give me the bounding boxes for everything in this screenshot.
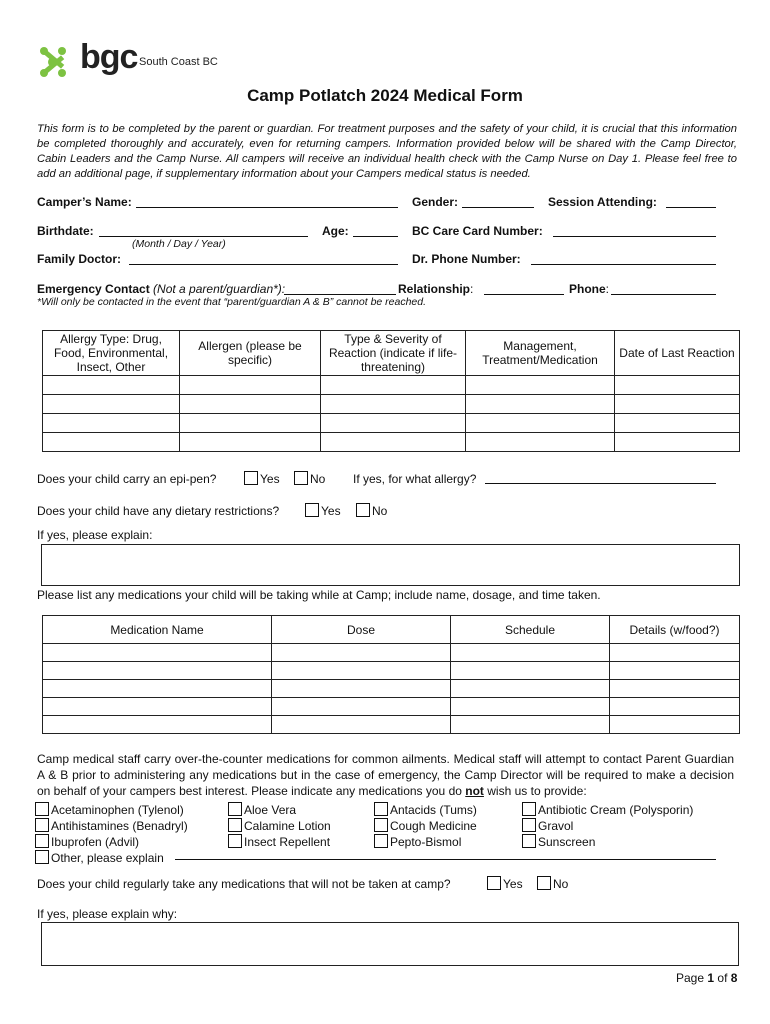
table-row bbox=[43, 395, 740, 414]
otc-option[interactable] bbox=[35, 818, 188, 834]
otc-option[interactable] bbox=[522, 834, 693, 850]
otc-label: Sunscreen bbox=[538, 835, 596, 849]
table-cell[interactable] bbox=[451, 698, 610, 716]
table-cell[interactable] bbox=[610, 698, 740, 716]
otc-option[interactable] bbox=[374, 834, 477, 850]
allergy-header-type: Allergy Type: Drug, Food, Environmental, Insect, Other bbox=[43, 331, 180, 376]
dietary-yes-option[interactable] bbox=[305, 503, 341, 518]
table-cell[interactable] bbox=[272, 644, 451, 662]
otc-checkbox[interactable] bbox=[35, 802, 49, 816]
dietary-no-label: No bbox=[372, 504, 388, 518]
table-cell[interactable] bbox=[43, 644, 272, 662]
otc-label: Calamine Lotion bbox=[244, 819, 331, 833]
table-cell[interactable] bbox=[43, 395, 180, 414]
allergy-header-severity: Type & Severity of Reaction (indicate if life-threatening) bbox=[321, 331, 466, 376]
allergy-header-date: Date of Last Reaction bbox=[615, 331, 740, 376]
med-header-details: Details (w/food?) bbox=[610, 616, 740, 644]
family-doctor-label: Family Doctor: bbox=[37, 252, 122, 266]
dietary-yes-label: Yes bbox=[321, 504, 341, 518]
otc-checkbox[interactable] bbox=[35, 818, 49, 832]
dietary-question: Does your child have any dietary restrictions? bbox=[37, 504, 280, 518]
table-cell[interactable] bbox=[451, 680, 610, 698]
epipen-no-option[interactable] bbox=[294, 471, 325, 486]
otc-paragraph bbox=[37, 751, 734, 799]
table-cell[interactable] bbox=[180, 414, 321, 433]
table-cell[interactable] bbox=[272, 680, 451, 698]
otc-label: Aloe Vera bbox=[244, 803, 297, 817]
otc-label: Cough Medicine bbox=[390, 819, 477, 833]
table-cell[interactable] bbox=[272, 716, 451, 734]
org-region: South Coast BC bbox=[139, 56, 218, 68]
relationship-colon: : bbox=[470, 282, 474, 296]
birthdate-label: Birthdate: bbox=[37, 224, 94, 238]
table-cell[interactable] bbox=[451, 716, 610, 734]
table-row bbox=[43, 716, 740, 734]
otc-checkbox[interactable] bbox=[522, 802, 536, 816]
otc-checkbox[interactable] bbox=[522, 818, 536, 832]
intro-text: This form is to be completed by the parent or guardian. For treatment purposes and the safety of your child, it is crucial that this information be completed thoroughly and accurately, even for returning campers. Information provided below will be shared with the Camp Director, Cabin Leaders and the Camp Nurse. All campers will receive an individual health check with the Camp Nurse on Day 1. Please feel free to add an additional page, if supplementary information about your Campers medical status is needed. bbox=[37, 123, 737, 180]
page-title: Camp Potlatch 2024 Medical Form bbox=[247, 86, 523, 105]
dietary-no-checkbox[interactable] bbox=[356, 503, 370, 517]
epipen-yes-checkbox[interactable] bbox=[244, 471, 258, 485]
session-field[interactable] bbox=[666, 196, 716, 208]
camper-name-label bbox=[37, 195, 132, 209]
otc-option[interactable] bbox=[522, 818, 693, 834]
dietary-yes-checkbox[interactable] bbox=[305, 503, 319, 517]
table-cell[interactable] bbox=[466, 395, 615, 414]
otc-checkbox[interactable] bbox=[374, 802, 388, 816]
medications-table-header bbox=[43, 616, 740, 644]
page-number bbox=[676, 971, 737, 985]
table-cell[interactable] bbox=[43, 698, 272, 716]
allergy-table bbox=[42, 330, 740, 452]
otc-option[interactable] bbox=[228, 818, 331, 834]
table-cell[interactable] bbox=[43, 716, 272, 734]
epipen-yes-label: Yes bbox=[260, 472, 280, 486]
emergency-footnote: *Will only be contacted in the event that “parent/guardian A & B” cannot be reached. bbox=[37, 296, 427, 308]
dietary-no-option[interactable] bbox=[356, 503, 387, 518]
table-cell[interactable] bbox=[610, 680, 740, 698]
otc-option[interactable] bbox=[522, 802, 693, 818]
otc-label: Ibuprofen (Advil) bbox=[51, 835, 140, 849]
page-current: 1 bbox=[707, 971, 715, 985]
table-row bbox=[43, 414, 740, 433]
med-header-dose: Dose bbox=[272, 616, 451, 644]
dr-phone-field[interactable] bbox=[531, 253, 716, 265]
relationship-label bbox=[398, 282, 473, 296]
table-row bbox=[43, 680, 740, 698]
table-cell[interactable] bbox=[615, 433, 740, 452]
medications-prompt: Please list any medications your child will be taking while at Camp; include name, dosage, and time taken. bbox=[37, 588, 601, 602]
untaken-no-option[interactable] bbox=[537, 876, 568, 891]
otc-column-4 bbox=[522, 802, 693, 850]
camper-name-text: Camper’s Name: bbox=[37, 195, 132, 209]
otc-option[interactable] bbox=[228, 802, 331, 818]
untaken-yes-label: Yes bbox=[503, 877, 523, 891]
page-label: Page bbox=[676, 971, 705, 985]
otc-checkbox[interactable] bbox=[228, 802, 242, 816]
otc-option[interactable] bbox=[35, 834, 188, 850]
table-cell[interactable] bbox=[180, 395, 321, 414]
table-cell[interactable] bbox=[272, 698, 451, 716]
family-doctor-field[interactable] bbox=[129, 253, 398, 265]
otc-label: Antihistamines (Benadryl) bbox=[51, 819, 188, 833]
table-row bbox=[43, 644, 740, 662]
table-cell[interactable] bbox=[451, 662, 610, 680]
dietary-explain-box[interactable] bbox=[41, 544, 740, 586]
otc-checkbox[interactable] bbox=[374, 818, 388, 832]
logo-wordmark: bgc bbox=[80, 38, 138, 76]
page-of: of bbox=[717, 971, 728, 985]
otc-column-3 bbox=[374, 802, 477, 850]
gender-field[interactable] bbox=[462, 196, 534, 208]
birthdate-field[interactable] bbox=[99, 225, 308, 237]
otc-column-1 bbox=[35, 802, 188, 866]
table-row bbox=[43, 433, 740, 452]
untaken-no-checkbox[interactable] bbox=[537, 876, 551, 890]
otc-label: Pepto-Bismol bbox=[390, 835, 462, 849]
otc-label: Other, please explain bbox=[51, 851, 164, 865]
otc-label: Acetaminophen (Tylenol) bbox=[51, 803, 184, 817]
allergy-header-allergen: Allergen (please be specific) bbox=[180, 331, 321, 376]
bc-care-field[interactable] bbox=[553, 225, 716, 237]
table-row bbox=[43, 376, 740, 395]
table-cell[interactable] bbox=[610, 716, 740, 734]
untaken-no-label: No bbox=[553, 877, 569, 891]
otc-option[interactable] bbox=[374, 802, 477, 818]
otc-label: Antacids (Tums) bbox=[390, 803, 477, 817]
otc-checkbox[interactable] bbox=[35, 834, 49, 848]
table-cell[interactable] bbox=[610, 662, 740, 680]
table-cell[interactable] bbox=[466, 414, 615, 433]
otc-not-word: not bbox=[465, 784, 484, 798]
table-row bbox=[43, 698, 740, 716]
table-cell[interactable] bbox=[466, 376, 615, 395]
table-cell[interactable] bbox=[272, 662, 451, 680]
untaken-explain-label: If yes, please explain why: bbox=[37, 907, 178, 921]
otc-column-2 bbox=[228, 802, 331, 850]
table-cell[interactable] bbox=[321, 433, 466, 452]
otc-checkbox[interactable] bbox=[374, 834, 388, 848]
untaken-yes-option[interactable] bbox=[487, 876, 523, 891]
dietary-explain-label: If yes, please explain: bbox=[37, 528, 153, 542]
gender-label: Gender: bbox=[412, 195, 459, 209]
untaken-explain-box[interactable] bbox=[41, 922, 739, 966]
emergency-contact-field[interactable] bbox=[284, 283, 396, 295]
otc-label: Insect Repellent bbox=[244, 835, 331, 849]
relationship-text: Relationship bbox=[398, 282, 471, 296]
table-cell[interactable] bbox=[180, 376, 321, 395]
emergency-contact-text: Emergency Contact bbox=[37, 282, 150, 296]
med-header-name: Medication Name bbox=[43, 616, 272, 644]
untaken-meds-question: Does your child regularly take any medications that will not be taken at camp? bbox=[37, 877, 451, 891]
otc-option[interactable] bbox=[374, 818, 477, 834]
age-field[interactable] bbox=[353, 225, 398, 237]
otc-option[interactable] bbox=[35, 850, 188, 866]
session-label: Session Attending: bbox=[548, 195, 657, 209]
epipen-no-checkbox[interactable] bbox=[294, 471, 308, 485]
untaken-yes-checkbox[interactable] bbox=[487, 876, 501, 890]
table-cell[interactable] bbox=[466, 433, 615, 452]
dr-phone-label: Dr. Phone Number: bbox=[412, 252, 521, 266]
otc-checkbox[interactable] bbox=[228, 834, 242, 848]
otc-label: Gravol bbox=[538, 819, 574, 833]
table-cell[interactable] bbox=[43, 662, 272, 680]
epipen-no-label: No bbox=[310, 472, 326, 486]
allergy-table-header bbox=[43, 331, 740, 376]
page-total: 8 bbox=[730, 971, 738, 985]
table-cell[interactable] bbox=[321, 395, 466, 414]
table-cell[interactable] bbox=[615, 376, 740, 395]
table-cell[interactable] bbox=[43, 376, 180, 395]
table-row bbox=[43, 662, 740, 680]
camper-name-field[interactable] bbox=[136, 196, 398, 208]
relationship-field[interactable] bbox=[484, 283, 564, 295]
bgc-logo bbox=[36, 38, 236, 82]
phone-colon: : bbox=[605, 282, 610, 296]
otc-label: Antibiotic Cream (Polysporin) bbox=[538, 803, 694, 817]
otc-checkbox[interactable] bbox=[228, 818, 242, 832]
phone-text: Phone bbox=[569, 282, 606, 296]
table-cell[interactable] bbox=[321, 414, 466, 433]
table-cell[interactable] bbox=[43, 680, 272, 698]
otc-option[interactable] bbox=[35, 802, 188, 818]
emergency-phone-field[interactable] bbox=[611, 283, 716, 295]
epipen-allergy-field[interactable] bbox=[485, 472, 716, 484]
epipen-yes-option[interactable] bbox=[244, 471, 280, 486]
table-cell[interactable] bbox=[615, 395, 740, 414]
phone-label bbox=[569, 282, 609, 296]
epipen-question: Does your child carry an epi-pen? bbox=[37, 472, 217, 486]
age-label: Age: bbox=[322, 224, 349, 238]
emergency-contact-label bbox=[37, 282, 285, 296]
birthdate-hint: (Month / Day / Year) bbox=[132, 238, 226, 250]
medications-table bbox=[42, 615, 740, 734]
table-cell[interactable] bbox=[43, 433, 180, 452]
table-cell[interactable] bbox=[615, 414, 740, 433]
table-cell[interactable] bbox=[43, 414, 180, 433]
bc-care-label: BC Care Card Number: bbox=[412, 224, 543, 238]
epipen-followup-label: If yes, for what allergy? bbox=[353, 472, 477, 486]
otc-checkbox[interactable] bbox=[35, 850, 49, 864]
otc-option[interactable] bbox=[228, 834, 331, 850]
table-cell[interactable] bbox=[610, 644, 740, 662]
allergy-header-management: Management, Treatment/Medication bbox=[466, 331, 615, 376]
med-header-schedule: Schedule bbox=[451, 616, 610, 644]
table-cell[interactable] bbox=[451, 644, 610, 662]
otc-text-a: Camp medical staff carry over-the-counter medications for common ailments. Medical staff will attempt to contact Parent Guardian A & B prior to administering any medications but in the case of emergency, the Camp Director will be required to make a decision on behalf of your campers best interest. Please indicate any medications you do bbox=[37, 752, 734, 798]
otc-text-b: wish us to provide: bbox=[487, 784, 587, 798]
table-cell[interactable] bbox=[180, 433, 321, 452]
otc-checkbox[interactable] bbox=[522, 834, 536, 848]
table-cell[interactable] bbox=[321, 376, 466, 395]
emergency-note: (Not a parent/guardian*): bbox=[153, 282, 286, 296]
